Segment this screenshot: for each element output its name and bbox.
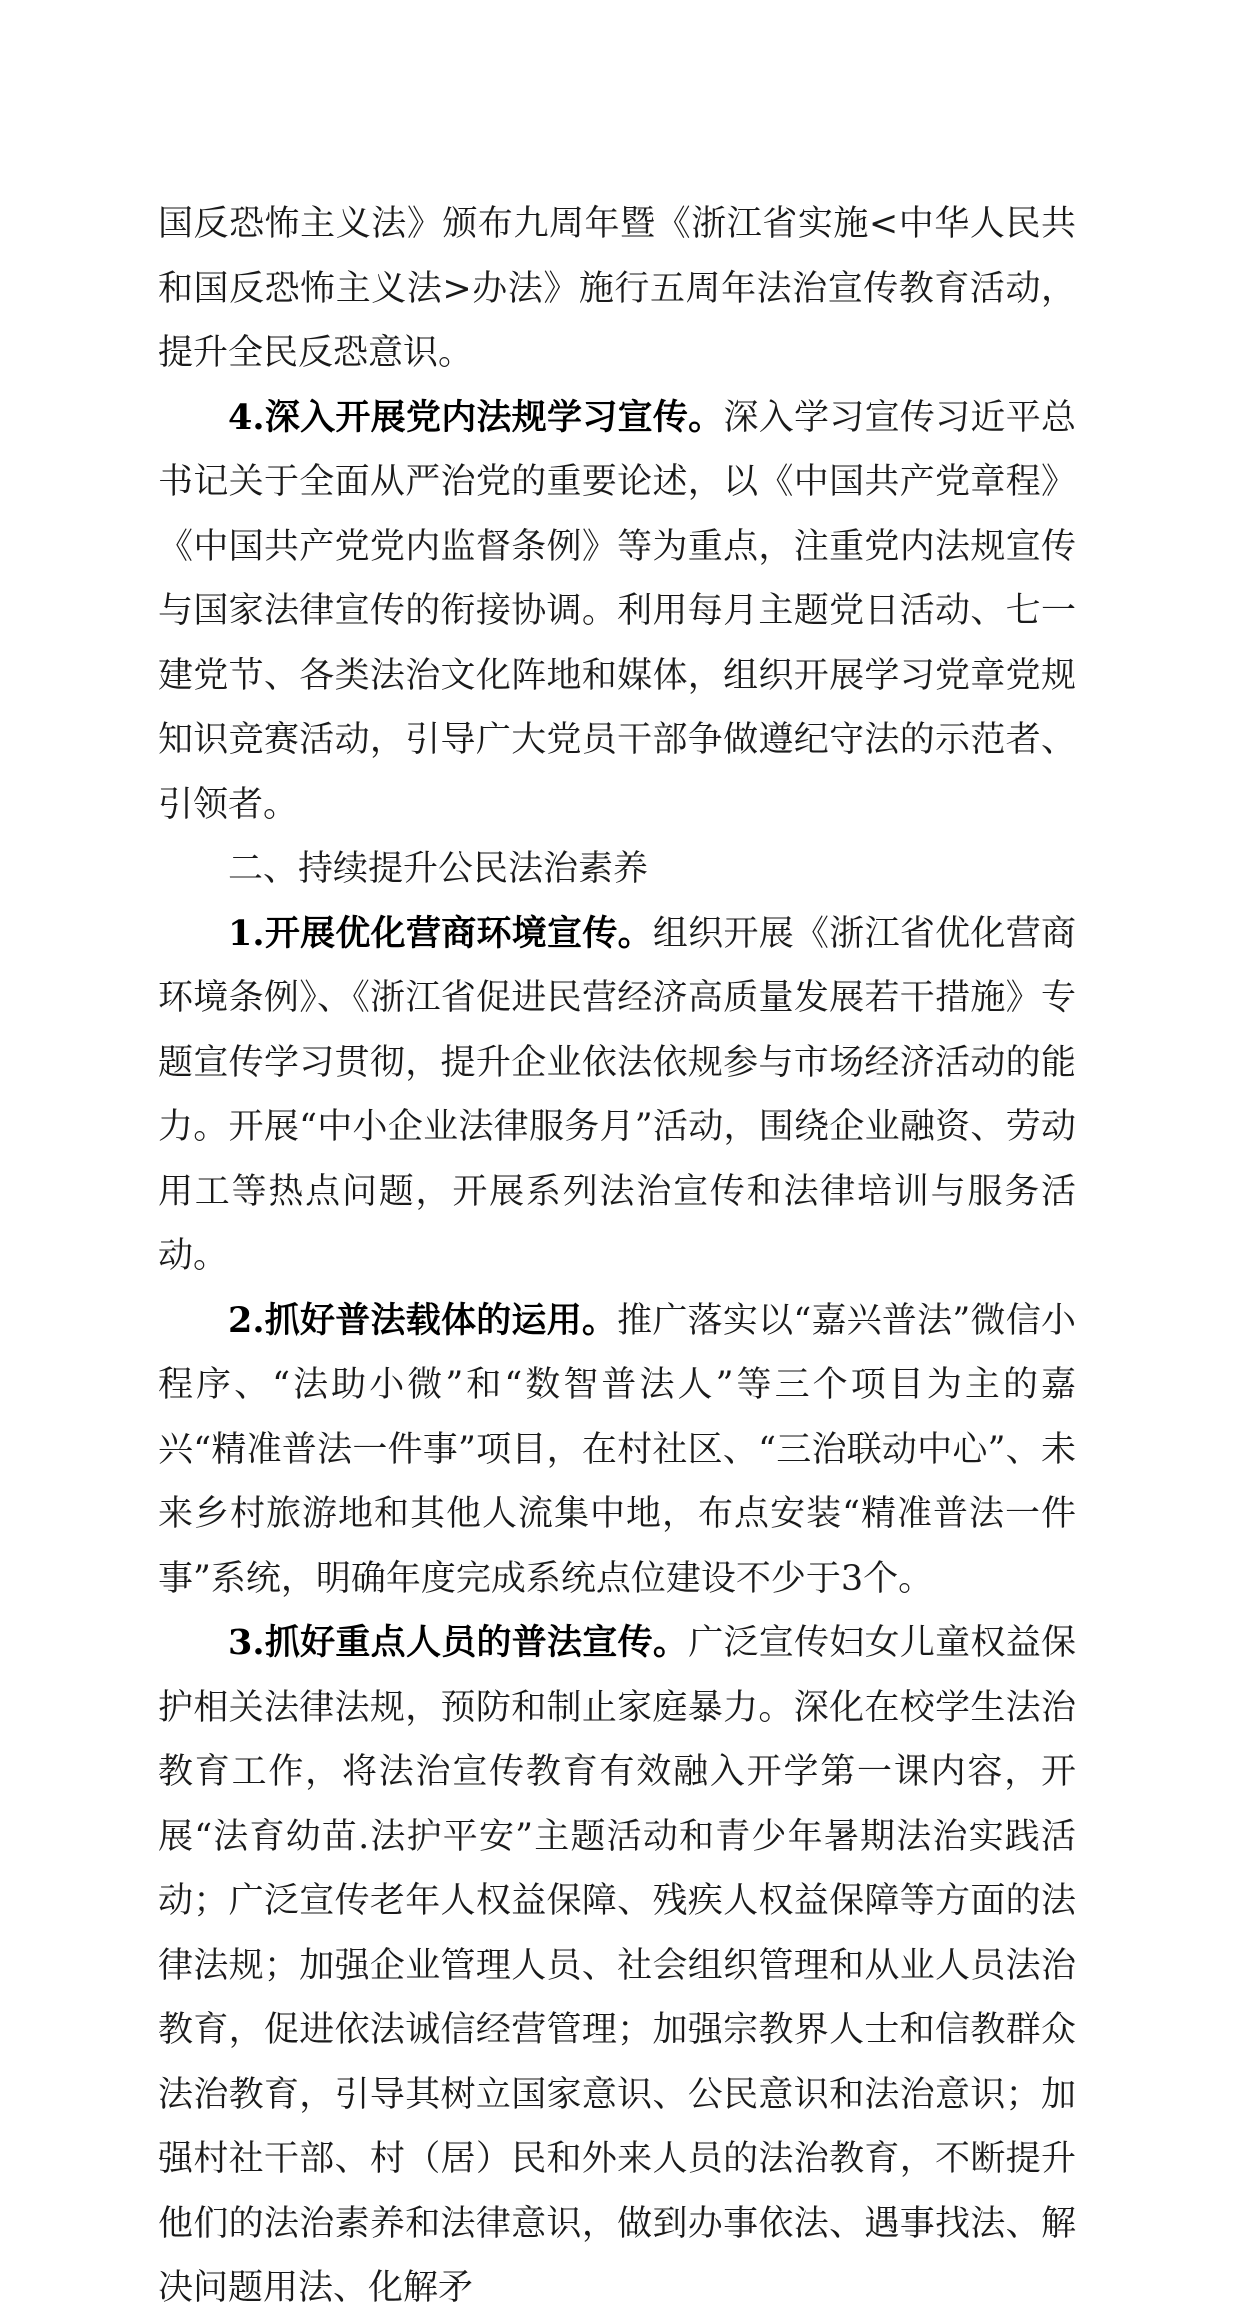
paragraph-text: 国反恐怖主义法》颁布九周年暨《浙江省实施<中华人民共和国反恐怖主义法>办法》施行五周年法治宣传教育活动，提升全民反恐意识。 (158, 204, 1076, 373)
paragraph-text: 组织开展《浙江省优化营商环境条例》、《浙江省促进民营经济高质量发展若干措施》专题宣传学习贯彻，提升企业依法依规参与市场经济活动的能力。开展“中小企业法律服务月”活动，围绕企业融资、劳动用工等热点问题，开展系列法治宣传和法律培训与服务活动。 (158, 913, 1076, 1276)
paragraph-text: 广泛宣传妇女儿童权益保护相关法律法规，预防和制止家庭暴力。深化在校学生法治教育工作，将法治宣传教育有效融入开学第一课内容，开展“法育幼苗.法护平安”主题活动和青少年暑期法治实践活动；广泛宣传老年人权益保障、残疾人权益保障等方面的法律法规；加强企业管理人员、社会组织管理和从业人员法治教育，促进依法诚信经营管理；加强宗教界人士和信教群众法治教育，引导其树立国家意识、公民意识和法治意识；加强村社干部、村（居）民和外来人员的法治教育，不断提升他们的法治素养和法律意识，做到办事依法、遇事找法、解决问题用法、化解矛 (158, 1623, 1076, 2308)
paragraph-text: 推广落实以“嘉兴普法”微信小程序、“法助小微”和“数智普法人”等三个项目为主的嘉兴“精准普法一件事”项目，在村社区、“三治联动中心”、未来乡村旅游地和其他人流集中地，布点安装“精准普法一件事”系统，明确年度完成系统点位建设不少于3个。 (158, 1300, 1076, 1599)
section-heading (158, 837, 1076, 902)
paragraph-key-personnel (158, 1611, 1076, 2321)
paragraph-lead: 2.抓好普法载体的运用。 (228, 1299, 618, 1341)
paragraph-party-regulations (158, 386, 1076, 838)
document-body (158, 192, 1076, 2321)
paragraph-lead: 3.抓好重点人员的普法宣传。 (228, 1622, 689, 1663)
section-heading-text: 二、持续提升公民法治素养 (228, 849, 649, 889)
paragraph-text: 深入学习宣传习近平总书记关于全面从严治党的重要论述，以《中国共产党章程》《中国共产党党内监督条例》等为重点，注重党内法规宣传与国家法律宣传的衔接协调。利用每月主题党日活动、七一建党节、各类法治文化阵地和媒体，组织开展学习党章党规知识竞赛活动，引导广大党员干部争做遵纪守法的示范者、引领者。 (158, 397, 1076, 825)
paragraph-lead: 1.开展优化营商环境宣传。 (228, 912, 653, 954)
paragraph-lead: 4.深入开展党内法规学习宣传。 (228, 396, 724, 438)
paragraph-business-environment (158, 902, 1076, 1289)
paragraph-continuation (158, 192, 1076, 386)
paragraph-legal-carriers (158, 1289, 1076, 1612)
